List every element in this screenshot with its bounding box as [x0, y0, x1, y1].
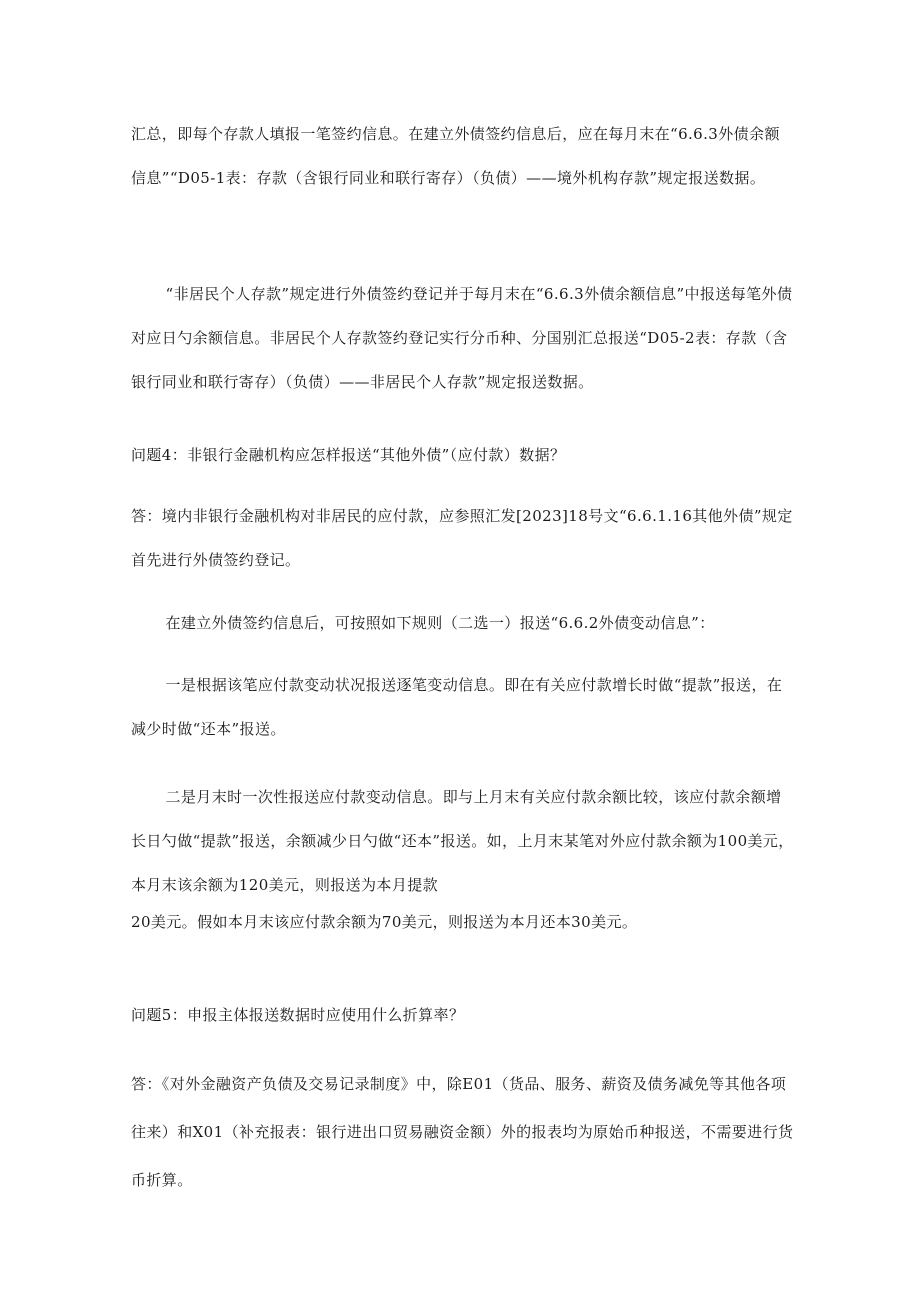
question-5: 问题5：申报主体报送数据时应使用什么折算率？: [131, 1006, 465, 1024]
answer-5: 答：《对外金融资产负债及交易记录制度》中，除E01（货品、服务、薪资及债务减免等其他各项往来）和X01（补充报表：银行进出口贸易融资金额）外的报表均为原始币种报送，不需要进行货币折算。: [131, 1075, 794, 1189]
question-4: 问题4：非银行金融机构应怎样报送“其他外债”（应付款）数据？: [131, 446, 566, 464]
answer-4: 答：境内非银行金融机构对非居民的应付款，应参照汇发[2023]18号文“6.6.1.16其他外债”规定首先进行外债签约登记。: [131, 507, 793, 569]
paragraph-rule-one: 一是根据该笔应付款变动状况报送逐笔变动信息。即在有关应付款增长时做“提款”报送，在减少时做“还本”报送。: [131, 676, 783, 738]
paragraph-rule-two: 二是月末时一次性报送应付款变动信息。即与上月末有关应付款余额比较，该应付款余额增长日勺做“提款”报送，余额减少日勺做“还本”报送。如，上月末某笔对外应付款余额为100美元，本月末该余额为120美元，则报送为本月提款: [131, 788, 794, 894]
paragraph-rule-two-cont: 20美元。假如本月末该应付款余额为70美元，则报送为本月还本30美元。: [131, 913, 638, 931]
paragraph-nonresident-deposit: “非居民个人存款”规定进行外债签约登记并于每月末在“6.6.3外债余额信息”中报送每笔外债对应日勺余额信息。非居民个人存款签约登记实行分币种、分国别汇总报送“D05-2表：存款（含银行同业和联行寄存）（负债）——非居民个人存款”规定报送数据。: [131, 285, 793, 391]
paragraph-deposit-summary: 汇总，即每个存款人填报一笔签约信息。在建立外债签约信息后，应在每月末在“6.6.3外债余额信息”“D05-1表：存款（含银行同业和联行寄存）（负债）——境外机构存款”规定报送数据。: [131, 125, 780, 187]
paragraph-rule-intro: 在建立外债签约信息后，可按照如下规则（二选一）报送“6.6.2外债变动信息”：: [165, 614, 715, 632]
